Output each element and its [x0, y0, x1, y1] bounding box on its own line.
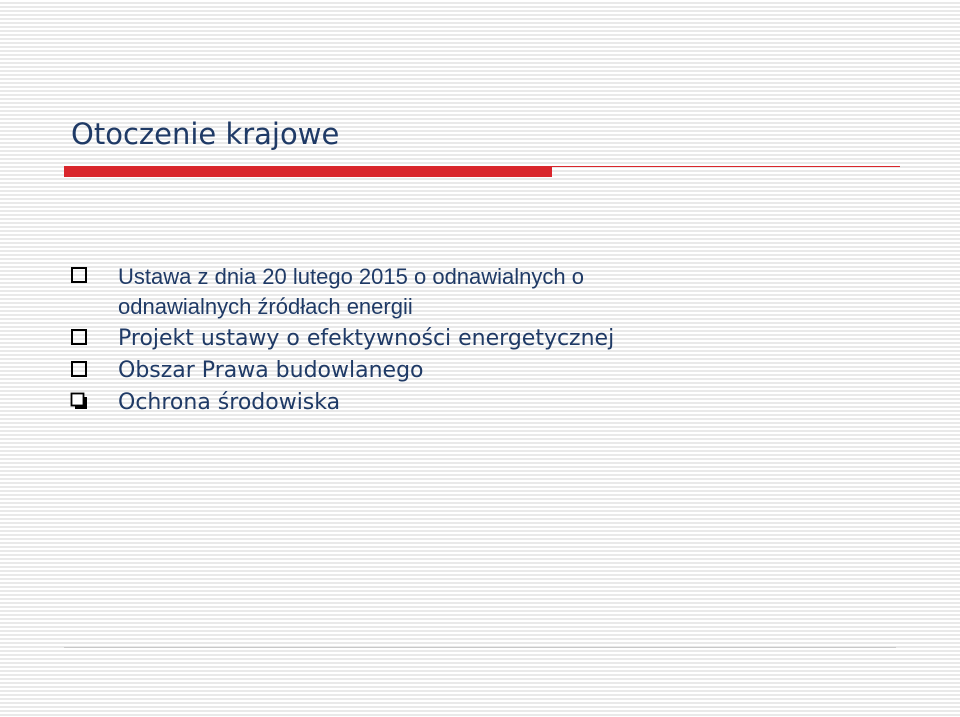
shadowed-square-icon [70, 392, 88, 410]
list-item [70, 262, 614, 322]
bullet-line: odnawialnych źródłach energii [118, 294, 413, 319]
list-item [70, 356, 614, 386]
footer-rule [64, 647, 896, 648]
bullet-list [70, 262, 614, 420]
hollow-square-icon [70, 266, 88, 284]
title-underline-accent-bar [64, 166, 552, 177]
title-underline [64, 166, 900, 178]
bullet-line: Projekt ustawy o efektywności energetycznej [118, 326, 615, 351]
bullet-text [118, 262, 584, 322]
bullet-text [118, 388, 340, 418]
hollow-square-icon [70, 328, 88, 346]
hollow-square-icon [70, 360, 88, 378]
list-item [70, 324, 614, 354]
bullet-line: Ochrona środowiska [118, 390, 341, 415]
list-item [70, 388, 614, 418]
slide-title: Otoczenie krajowe [71, 117, 340, 151]
bullet-text [118, 356, 424, 386]
bullet-text [118, 324, 614, 354]
bullet-line: Obszar Prawa budowlanego [118, 358, 424, 383]
bullet-line: Ustawa z dnia 20 lutego 2015 o odnawialnych o [118, 264, 584, 289]
